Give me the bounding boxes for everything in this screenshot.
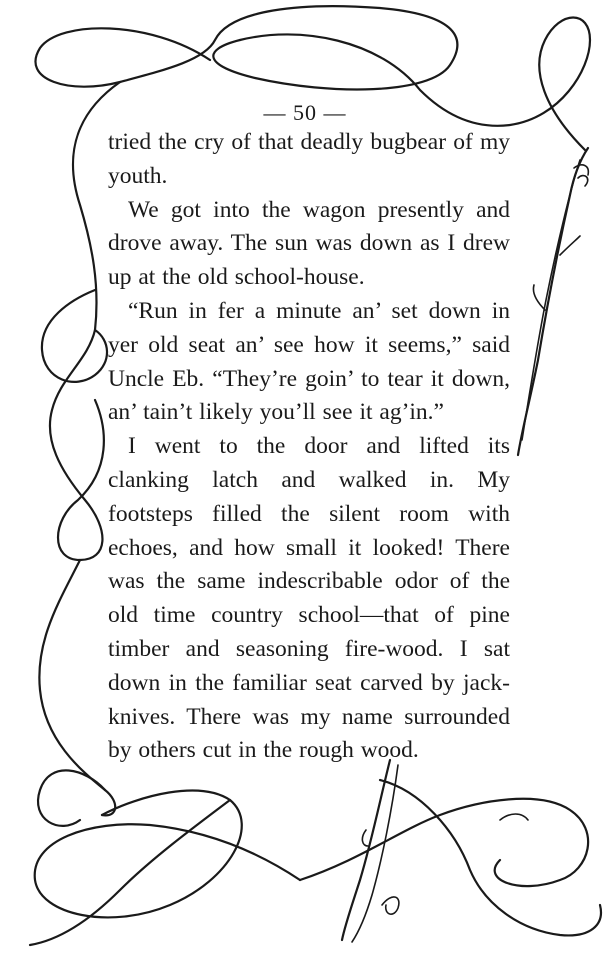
paragraph: “Run in fer a minute an’ set down in yer old seat an’ see how it seems,” said Uncle Eb. “They’re goin’ to tear it down, an’ tain’t likely you’ll see it ag’in.” xyxy=(108,297,510,426)
bottom-right-flourish xyxy=(300,799,588,886)
page-number: — 50 — xyxy=(263,100,347,125)
top-left-flourish xyxy=(35,6,457,89)
bottom-left-sweep xyxy=(30,800,230,945)
body-text xyxy=(108,126,510,768)
paragraph: tried the cry of that deadly bugbear of my youth. xyxy=(108,129,510,189)
paragraph: We got into the wagon presently and drove away. The sun was down as I drew up at the old school-house. xyxy=(108,196,510,291)
left-vine-lower xyxy=(39,560,115,815)
bottom-right-curl xyxy=(382,814,528,914)
bottom-twig-inner xyxy=(352,765,398,942)
left-curl-lower xyxy=(38,770,105,825)
right-twig xyxy=(518,148,588,455)
paragraph: I went to the door and lifted its clanking latch and walked in. My footsteps filled the silent room with echoes, and how small it looked! There was the same indescribable odor of the old time country school—that of pine timber and seasoning fire-wood. I sat down in the familiar seat carved by jack-knives. There was my name surrounded by others cut in the rough wood. xyxy=(108,433,510,764)
bottom-left-loop xyxy=(35,791,300,918)
bottom-right-sweep xyxy=(380,780,601,935)
